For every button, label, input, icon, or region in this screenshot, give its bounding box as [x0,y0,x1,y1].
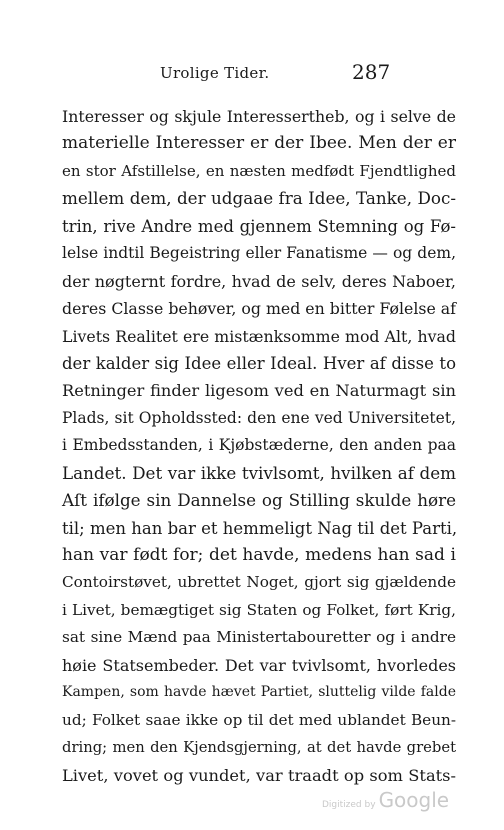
digitization-watermark [322,788,449,812]
text-line: høie Statsembeder. Det var tvivlsomt, hvorledes [62,655,456,675]
watermark-brand: Google [378,788,450,812]
text-line: i Livet, bemægtiget sig Staten og Folket, ført Krig, [62,600,456,619]
text-line: der nøgternt fordre, hvad de selv, deres Naboer, [62,271,456,291]
text-line: i Embedsstanden, i Kjøbstæderne, den anden paa [62,436,456,455]
text-line: Aſt ifølge sin Dannelse og Stilling skulde høre [62,490,456,511]
text-line: sat sine Mænd paa Ministertabouretter og i andre [62,628,456,647]
text-line: til; men han bar et hemmeligt Nag til det Parti, [62,518,458,538]
text-line: dring; men den Kjendsgjerning, at det havde grebet [62,739,456,757]
text-line: Livet, vovet og vundet, var traadt op som Stats- [62,765,456,785]
text-line: deres Classe behøver, og med en bitter Følelse af [62,299,456,319]
text-line: Plads, sit Opholdssted: den ene ved Universitetet, [62,408,456,427]
text-line: Contoirstøvet, ubrettet Noget, gjort sig gjældende [62,573,456,592]
page-header [0,60,504,88]
text-line: en stor Afstillelse, en næsten medfødt Fjendtlighed [62,161,456,180]
text-line: lelse indtil Begeistring eller Fanatisme — og dem, [62,244,456,263]
text-line: trin, rive Andre med gjennem Stemning og Fø- [62,216,456,236]
text-line: Interesser og skjule Interessertheb, og i selve de [62,107,456,126]
page-number: 287 [352,60,391,84]
running-head: Urolige Tider. [160,64,270,82]
text-line: Landet. Det var ikke tvivlsomt, hvilken af dem [62,462,456,483]
text-line: materielle Interesser er der Ibee. Men der er [62,133,456,154]
text-line: ud; Folket saae ikke op til det med ublandet Beun- [62,710,456,729]
text-line: han var født for; det havde, medens han sad i [62,545,456,565]
text-line: Livets Realitet ere mistænksomme mod Alt, hvad [62,326,456,346]
text-line: Retninger finder ligesom ved en Naturmagt sin [62,381,456,401]
watermark-prefix: Digitized by [322,800,376,810]
text-line: der kalder sig Idee eller Ideal. Hver af disse to [62,353,456,373]
body-text [62,103,456,789]
text-line: Kampen, som havde hævet Partiet, sluttelig vilde falde [62,684,456,701]
text-line: mellem dem, der udgaae fra Idee, Tanke, Doc- [62,188,456,209]
